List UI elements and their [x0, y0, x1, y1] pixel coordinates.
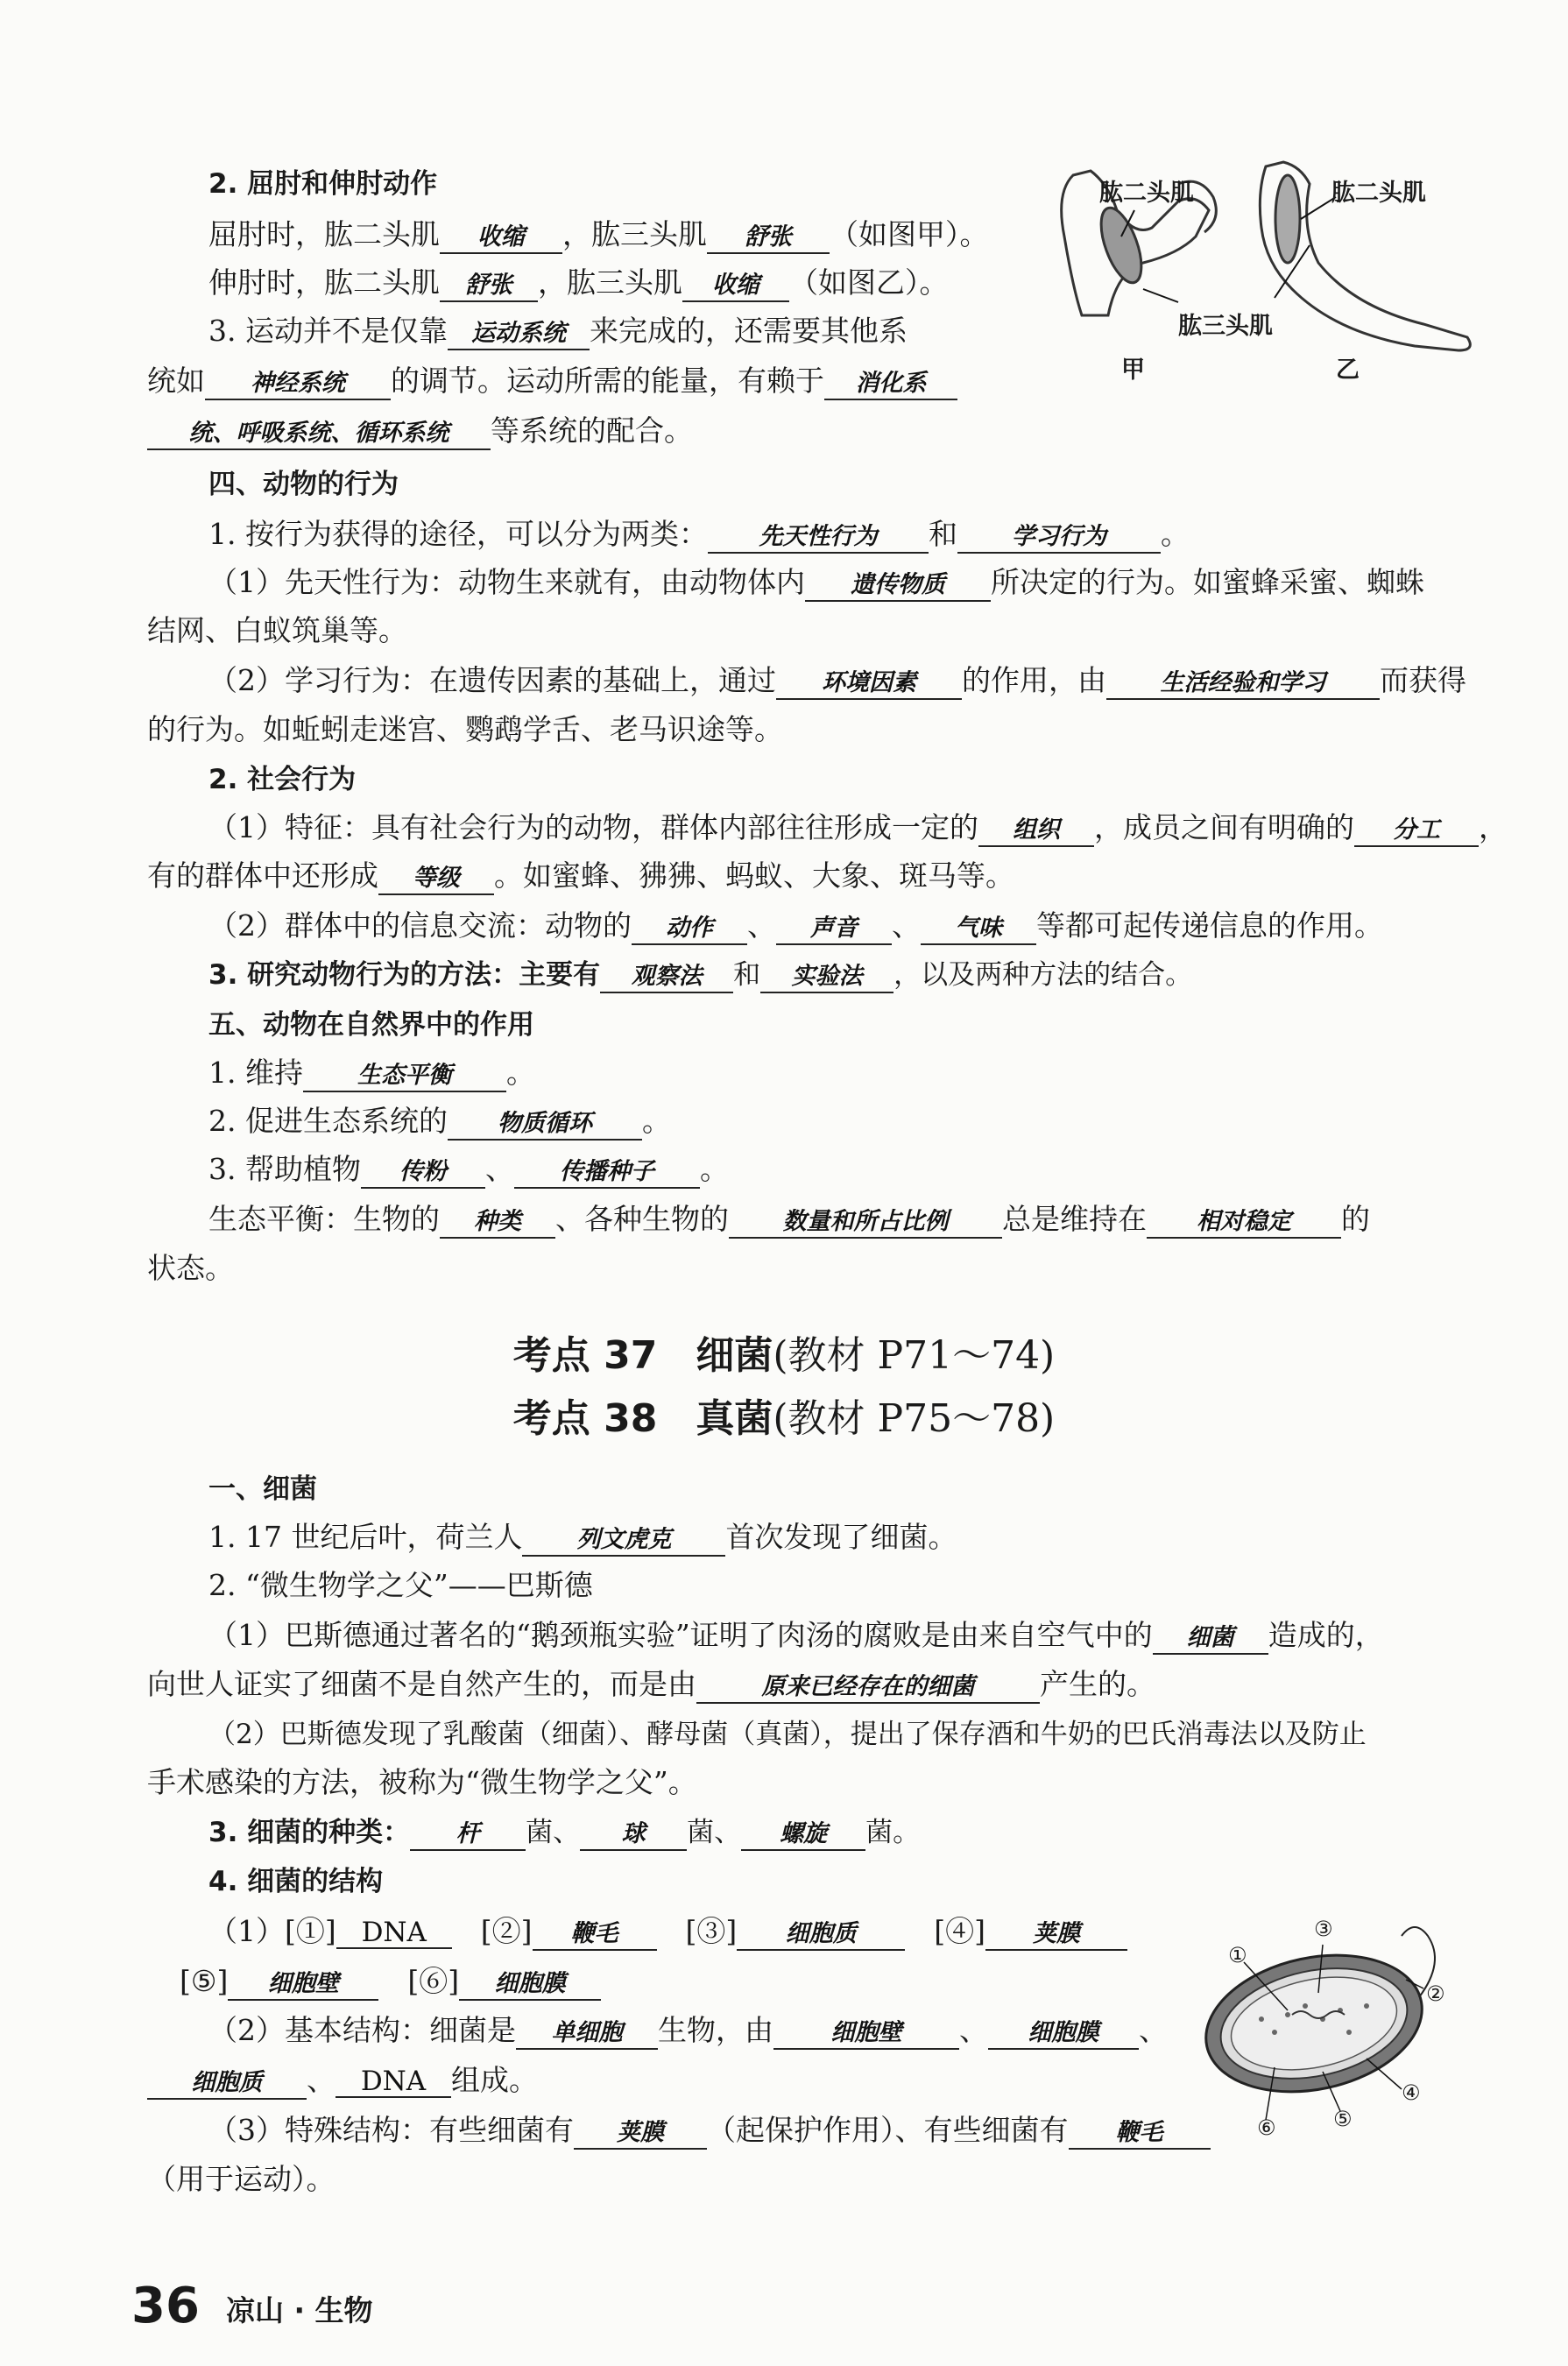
answer-blank: 细胞质 — [737, 1919, 905, 1951]
answer-blank: 收缩 — [440, 222, 562, 254]
label-triceps: 肱三头肌 — [1178, 313, 1273, 340]
answer-blank: 数量和所占比例 — [729, 1207, 1002, 1239]
answer-blank: 等级 — [378, 864, 494, 895]
section-title: 2. 屈肘和伸肘动作 — [208, 168, 438, 200]
answer-blank: 细胞壁 — [228, 1969, 378, 2001]
text-line: 统、呼吸系统、循环系统 等系统的配合。 — [147, 413, 693, 450]
answer-blank: 统、呼吸系统、循环系统 — [147, 419, 491, 450]
answer-blank: 种类 — [440, 1207, 555, 1239]
text-line: 屈肘时，肱二头肌 收缩 ，肱三头肌 舒张 （如图甲）。 — [208, 217, 989, 254]
text-line: （2）基本结构：细菌是 单细胞 生物，由 细胞壁 、 细胞膜 、 — [208, 2013, 1168, 2050]
answer-blank: 单细胞 — [516, 2018, 658, 2050]
text-line: （2）巴斯德发现了乳酸菌（细菌）、酵母菌（真菌），提出了保存酒和牛奶的巴氏消毒法以及防止 — [208, 1719, 1367, 1750]
answer-blank: 球 — [580, 1819, 687, 1851]
text-line: （2）学习行为：在遗传因素的基础上，通过 环境因素 的作用，由 生活经验和学习 而获得 — [208, 663, 1466, 700]
section-title: 四、动物的行为 — [208, 469, 399, 500]
answer-blank: 组织 — [978, 816, 1094, 847]
text-line: 3. 运动并不是仅靠 运动系统 来完成的，还需要其他系 — [208, 314, 908, 350]
answer-blank: 遗传物质 — [805, 570, 991, 602]
answer-blank: 动作 — [632, 914, 747, 945]
answer-blank: 细胞膜 — [459, 1969, 601, 2001]
label-biceps-yi: 肱二头肌 — [1331, 180, 1426, 207]
text-line: 统如 神经系统 的调节。运动所需的能量，有赖于 消化系 — [147, 364, 957, 400]
answer-blank: 荚膜 — [985, 1919, 1127, 1951]
label-3: ③ — [1314, 1917, 1333, 1941]
text-line: （1）先天性行为：动物生来就有，由动物体内 遗传物质 所决定的行为。如蜜蜂采蜜、蜘蛛 — [208, 565, 1424, 602]
label-yi: 乙 — [1336, 357, 1360, 384]
answer-blank: 分工 — [1354, 816, 1479, 847]
answer-blank: 观察法 — [600, 962, 733, 993]
text-line: （1）[①] DNA [②] 鞭毛 [③] 细胞质 [④] 荚膜 — [208, 1914, 1127, 1951]
text-line: 2. “微生物学之父”——巴斯德 — [208, 1568, 593, 1602]
text-line: 手术感染的方法，被称为“微生物学之父”。 — [147, 1765, 697, 1799]
label-5: ⑤ — [1333, 2107, 1353, 2131]
subsection-title: 4. 细菌的结构 — [208, 1866, 384, 1897]
answer-blank: 生态平衡 — [303, 1061, 506, 1092]
label-4: ④ — [1402, 2080, 1421, 2105]
answer-blank: 细胞质 — [147, 2068, 307, 2100]
text-line: 生态平衡：生物的 种类 、各种生物的 数量和所占比例 总是维持在 相对稳定 的 — [208, 1202, 1370, 1239]
text-line: 1. 17 世纪后叶，荷兰人 列文虎克 首次发现了细菌。 — [208, 1520, 957, 1557]
answer-blank: 气味 — [921, 914, 1036, 945]
answer-blank: 先天性行为 — [708, 522, 929, 554]
answer-blank: DNA — [335, 2066, 451, 2098]
text-line: （1）巴斯德通过著名的“鹅颈瓶实验”证明了肉汤的腐败是由来自空气中的 细菌 造成的， — [208, 1618, 1384, 1655]
text-line: 3. 研究动物行为的方法：主要有 观察法 和 实验法 ，以及两种方法的结合。 — [208, 957, 1192, 993]
text-line: 1. 维持 生态平衡 。 — [208, 1056, 535, 1092]
label-jia: 甲 — [1121, 357, 1145, 384]
answer-blank: 神经系统 — [205, 369, 391, 400]
answer-blank: 生活经验和学习 — [1106, 668, 1380, 700]
text-line: 细胞质 、 DNA 组成。 — [147, 2063, 538, 2100]
answer-blank: 声音 — [776, 914, 892, 945]
answer-blank: 鞭毛 — [1069, 2118, 1211, 2150]
answer-blank: 学习行为 — [957, 522, 1161, 554]
answer-blank: 细菌 — [1153, 1623, 1268, 1655]
text-line: （2）群体中的信息交流：动物的 动作 、 声音 、 气味 等都可起传递信息的作用。 — [208, 908, 1383, 945]
text-line: （用于运动）。 — [147, 2162, 335, 2196]
section-title: 一、细菌 — [208, 1473, 317, 1505]
label-1: ① — [1228, 1943, 1247, 1967]
answer-blank: 舒张 — [707, 222, 830, 254]
page-number: 36 — [131, 2278, 200, 2334]
text-line: 1. 按行为获得的途径，可以分为两类： 先天性行为 和 学习行为 。 — [208, 517, 1190, 554]
label-6: ⑥ — [1257, 2115, 1276, 2140]
footer-title: 凉山 · 生物 — [226, 2293, 373, 2327]
text-line: 向世人证实了细菌不是自然产生的，而是由 原来已经存在的细菌 产生的。 — [147, 1667, 1155, 1704]
answer-blank: 相对稳定 — [1147, 1207, 1341, 1239]
text-line: 状态。 — [147, 1251, 234, 1285]
answer-blank: 螺旋 — [741, 1819, 865, 1851]
text-line: 3. 细菌的种类： 杆 菌、 球 菌、 螺旋 菌。 — [208, 1815, 920, 1851]
answer-blank: 列文虎克 — [522, 1525, 725, 1557]
answer-blank: 鞭毛 — [533, 1919, 657, 1951]
text-line: （3）特殊结构：有些细菌有 荚膜 （起保护作用）、有些细菌有 鞭毛 — [208, 2113, 1211, 2150]
answer-blank: 实验法 — [760, 962, 893, 993]
answer-blank: 物质循环 — [448, 1109, 642, 1141]
text-line: 有的群体中还形成 等级 。如蜜蜂、狒狒、蚂蚁、大象、斑马等。 — [147, 858, 1014, 895]
answer-blank: 收缩 — [682, 271, 789, 302]
answer-blank: 传播种子 — [514, 1157, 700, 1189]
text-line: 伸肘时，肱二头肌 舒张 ，肱三头肌 收缩 （如图乙）。 — [208, 265, 949, 302]
text-line: 的行为。如蚯蚓走迷宫、鹦鹉学舌、老马识途等。 — [147, 712, 783, 746]
text-line: 结网、白蚁筑巢等。 — [147, 613, 407, 647]
heading-kaodian-37: 考点 37 细菌(教材 P71～74) — [512, 1333, 1056, 1378]
answer-blank: 环境因素 — [776, 668, 962, 700]
arm-muscle-figure — [1047, 158, 1502, 385]
answer-blank: 荚膜 — [574, 2118, 707, 2150]
answer-blank: 传粉 — [361, 1157, 485, 1189]
text-line: （1）特征：具有社会行为的动物，群体内部往往形成一定的 组织 ，成员之间有明确的 分工 ， — [208, 810, 1508, 847]
answer-blank: 细胞壁 — [773, 2018, 959, 2050]
label-2: ② — [1426, 1981, 1445, 2006]
answer-blank: 细胞膜 — [988, 2018, 1139, 2050]
label-biceps-jia: 肱二头肌 — [1099, 180, 1194, 207]
answer-blank: DNA — [336, 1918, 452, 1949]
text-line: 3. 帮助植物 传粉 、 传播种子 。 — [208, 1152, 729, 1189]
heading-kaodian-38: 考点 38 真菌(教材 P75～78) — [512, 1396, 1056, 1441]
answer-blank: 杆 — [410, 1819, 526, 1851]
answer-blank: 消化系 — [824, 369, 957, 400]
answer-blank: 舒张 — [440, 271, 538, 302]
answer-blank: 原来已经存在的细菌 — [696, 1672, 1040, 1704]
section-title: 五、动物在自然界中的作用 — [208, 1009, 534, 1041]
bacterium-figure — [1191, 1910, 1454, 2140]
subsection-title: 2. 社会行为 — [208, 764, 357, 795]
text-line: 2. 促进生态系统的 物质循环 。 — [208, 1104, 671, 1141]
text-line: [⑤] 细胞壁 [⑥] 细胞膜 — [180, 1964, 601, 2001]
answer-blank: 运动系统 — [448, 319, 590, 350]
